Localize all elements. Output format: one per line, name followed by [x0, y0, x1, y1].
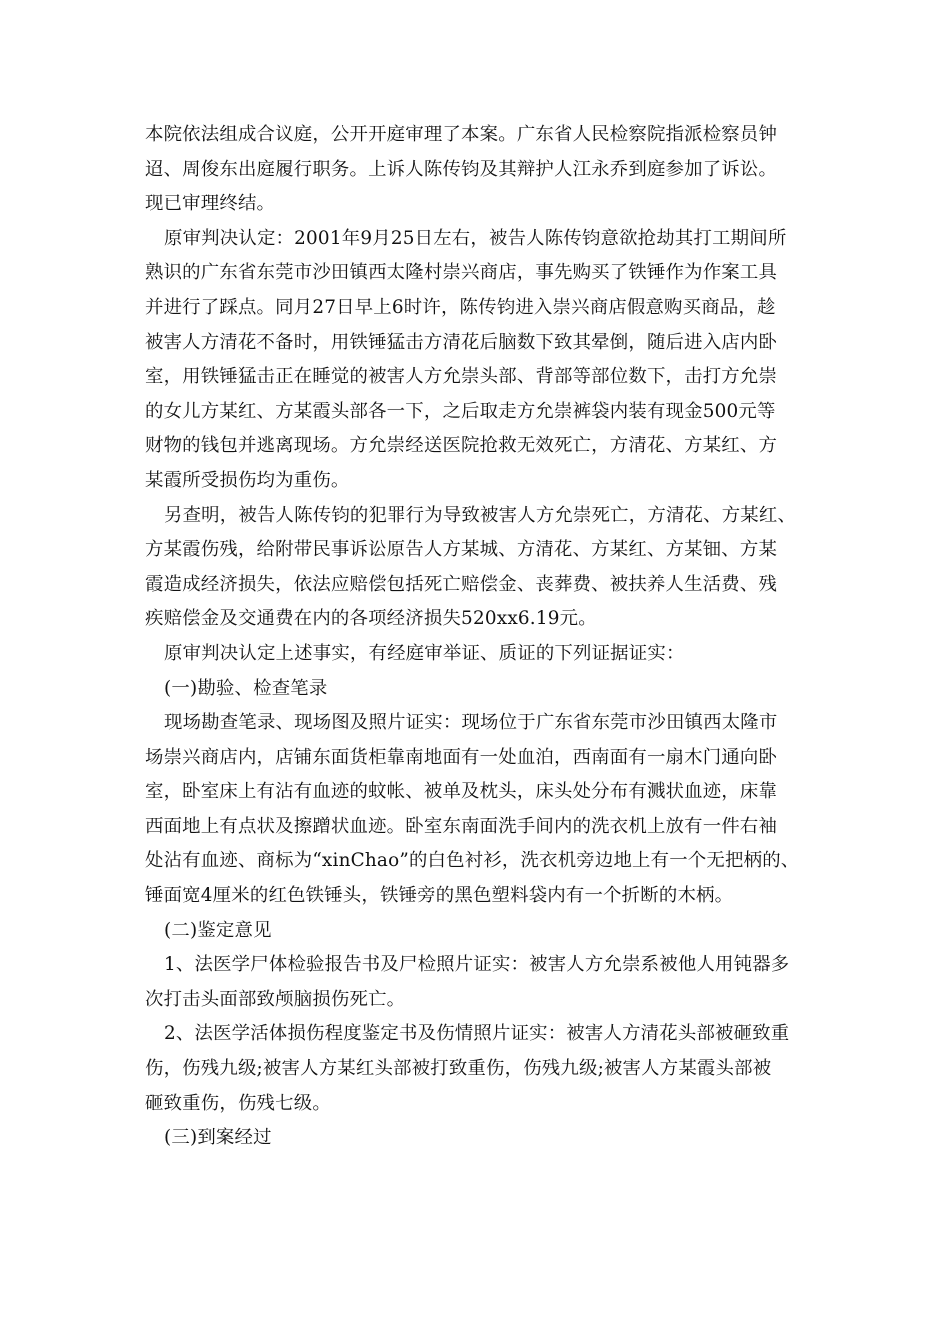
text-line: 财物的钱包并逃离现场。方允崇经送医院抢救无效死亡，方清花、方某红、方: [145, 435, 778, 457]
text-line: 砸致重伤，伤残七级。: [145, 1092, 331, 1114]
text-line: 并进行了踩点。同月27日早上6时许，陈传钧进入崇兴商店假意购买商品，趁: [145, 296, 776, 318]
text-line: 某霞所受损伤均为重伤。: [145, 469, 350, 491]
text-line: 次打击头面部致颅脑损伤死亡。: [145, 988, 406, 1010]
text-line: 室，用铁锤猛击正在睡觉的被害人方允崇头部、背部等部位数下，击打方允崇: [145, 366, 778, 388]
text-line: 疾赔偿金及交通费在内的各项经济损失520xx6.19元。: [145, 608, 597, 630]
text-line: 原审判决认定：2001年9月25日左右，被告人陈传钧意欲抢劫其打工期间所: [164, 227, 787, 249]
text-line: 2、法医学活体损伤程度鉴定书及伤情照片证实：被害人方清花头部被砸致重: [164, 1023, 790, 1045]
document-body: [145, 118, 835, 1156]
text-line: 处沾有血迹、商标为“xinChao”的白色衬衫，洗衣机旁边地上有一个无把柄的、: [145, 850, 800, 872]
text-line: 锤面宽4厘米的红色铁锤头，铁锤旁的黑色塑料袋内有一个折断的木柄。: [145, 885, 734, 907]
text-line: 被害人方清花不备时，用铁锤猛击方清花后脑数下致其晕倒，随后进入店内卧: [145, 331, 778, 353]
text-line: 现已审理终结。: [145, 193, 276, 215]
text-line: 伤，伤残九级;被害人方某红头部被打致重伤，伤残九级;被害人方某霞头部被: [145, 1058, 772, 1080]
text-line: 本院依法组成合议庭，公开开庭审理了本案。广东省人民检察院指派检察员钟: [145, 124, 778, 145]
text-line: 方某霞伤残，给附带民事诉讼原告人方某城、方清花、方某红、方某钿、方某: [145, 539, 778, 561]
text-line: (二)鉴定意见: [164, 919, 272, 941]
text-line: 原审判决认定上述事实，有经庭审举证、质证的下列证据证实：: [164, 642, 685, 664]
text-line: 1、法医学尸体检验报告书及尸检照片证实：被害人方允崇系被他人用钝器多: [164, 954, 790, 976]
text-line: 另查明，被告人陈传钧的犯罪行为导致被害人方允崇死亡，方清花、方某红、: [164, 504, 797, 526]
text-line: (一)勘验、检查笔录: [164, 677, 328, 699]
text-line: 的女儿方某红、方某霞头部各一下，之后取走方允崇裤袋内装有现金500元等: [145, 400, 776, 422]
text-line: 熟识的广东省东莞市沙田镇西太隆村崇兴商店，事先购买了铁锤作为作案工具: [145, 262, 778, 284]
text-line: 西面地上有点状及擦蹭状血迹。卧室东南面洗手间内的洗衣机上放有一件右袖: [145, 815, 778, 837]
text-line: 场崇兴商店内，店铺东面货柜靠南地面有一处血泊，西南面有一扇木门通向卧: [145, 746, 778, 768]
text-line: 室，卧室床上有沾有血迹的蚊帐、被单及枕头，床头处分布有溅状血迹，床靠: [145, 781, 778, 803]
text-line: 现场勘查笔录、现场图及照片证实：现场位于广东省东莞市沙田镇西太隆市: [164, 712, 778, 734]
text-line: 霞造成经济损失，依法应赔偿包括死亡赔偿金、丧葬费、被扶养人生活费、残: [145, 573, 778, 595]
text-line: (三)到案经过: [164, 1127, 272, 1149]
text-line: 迢、周俊东出庭履行职务。上诉人陈传钧及其辩护人江永乔到庭参加了诉讼。: [145, 158, 778, 180]
